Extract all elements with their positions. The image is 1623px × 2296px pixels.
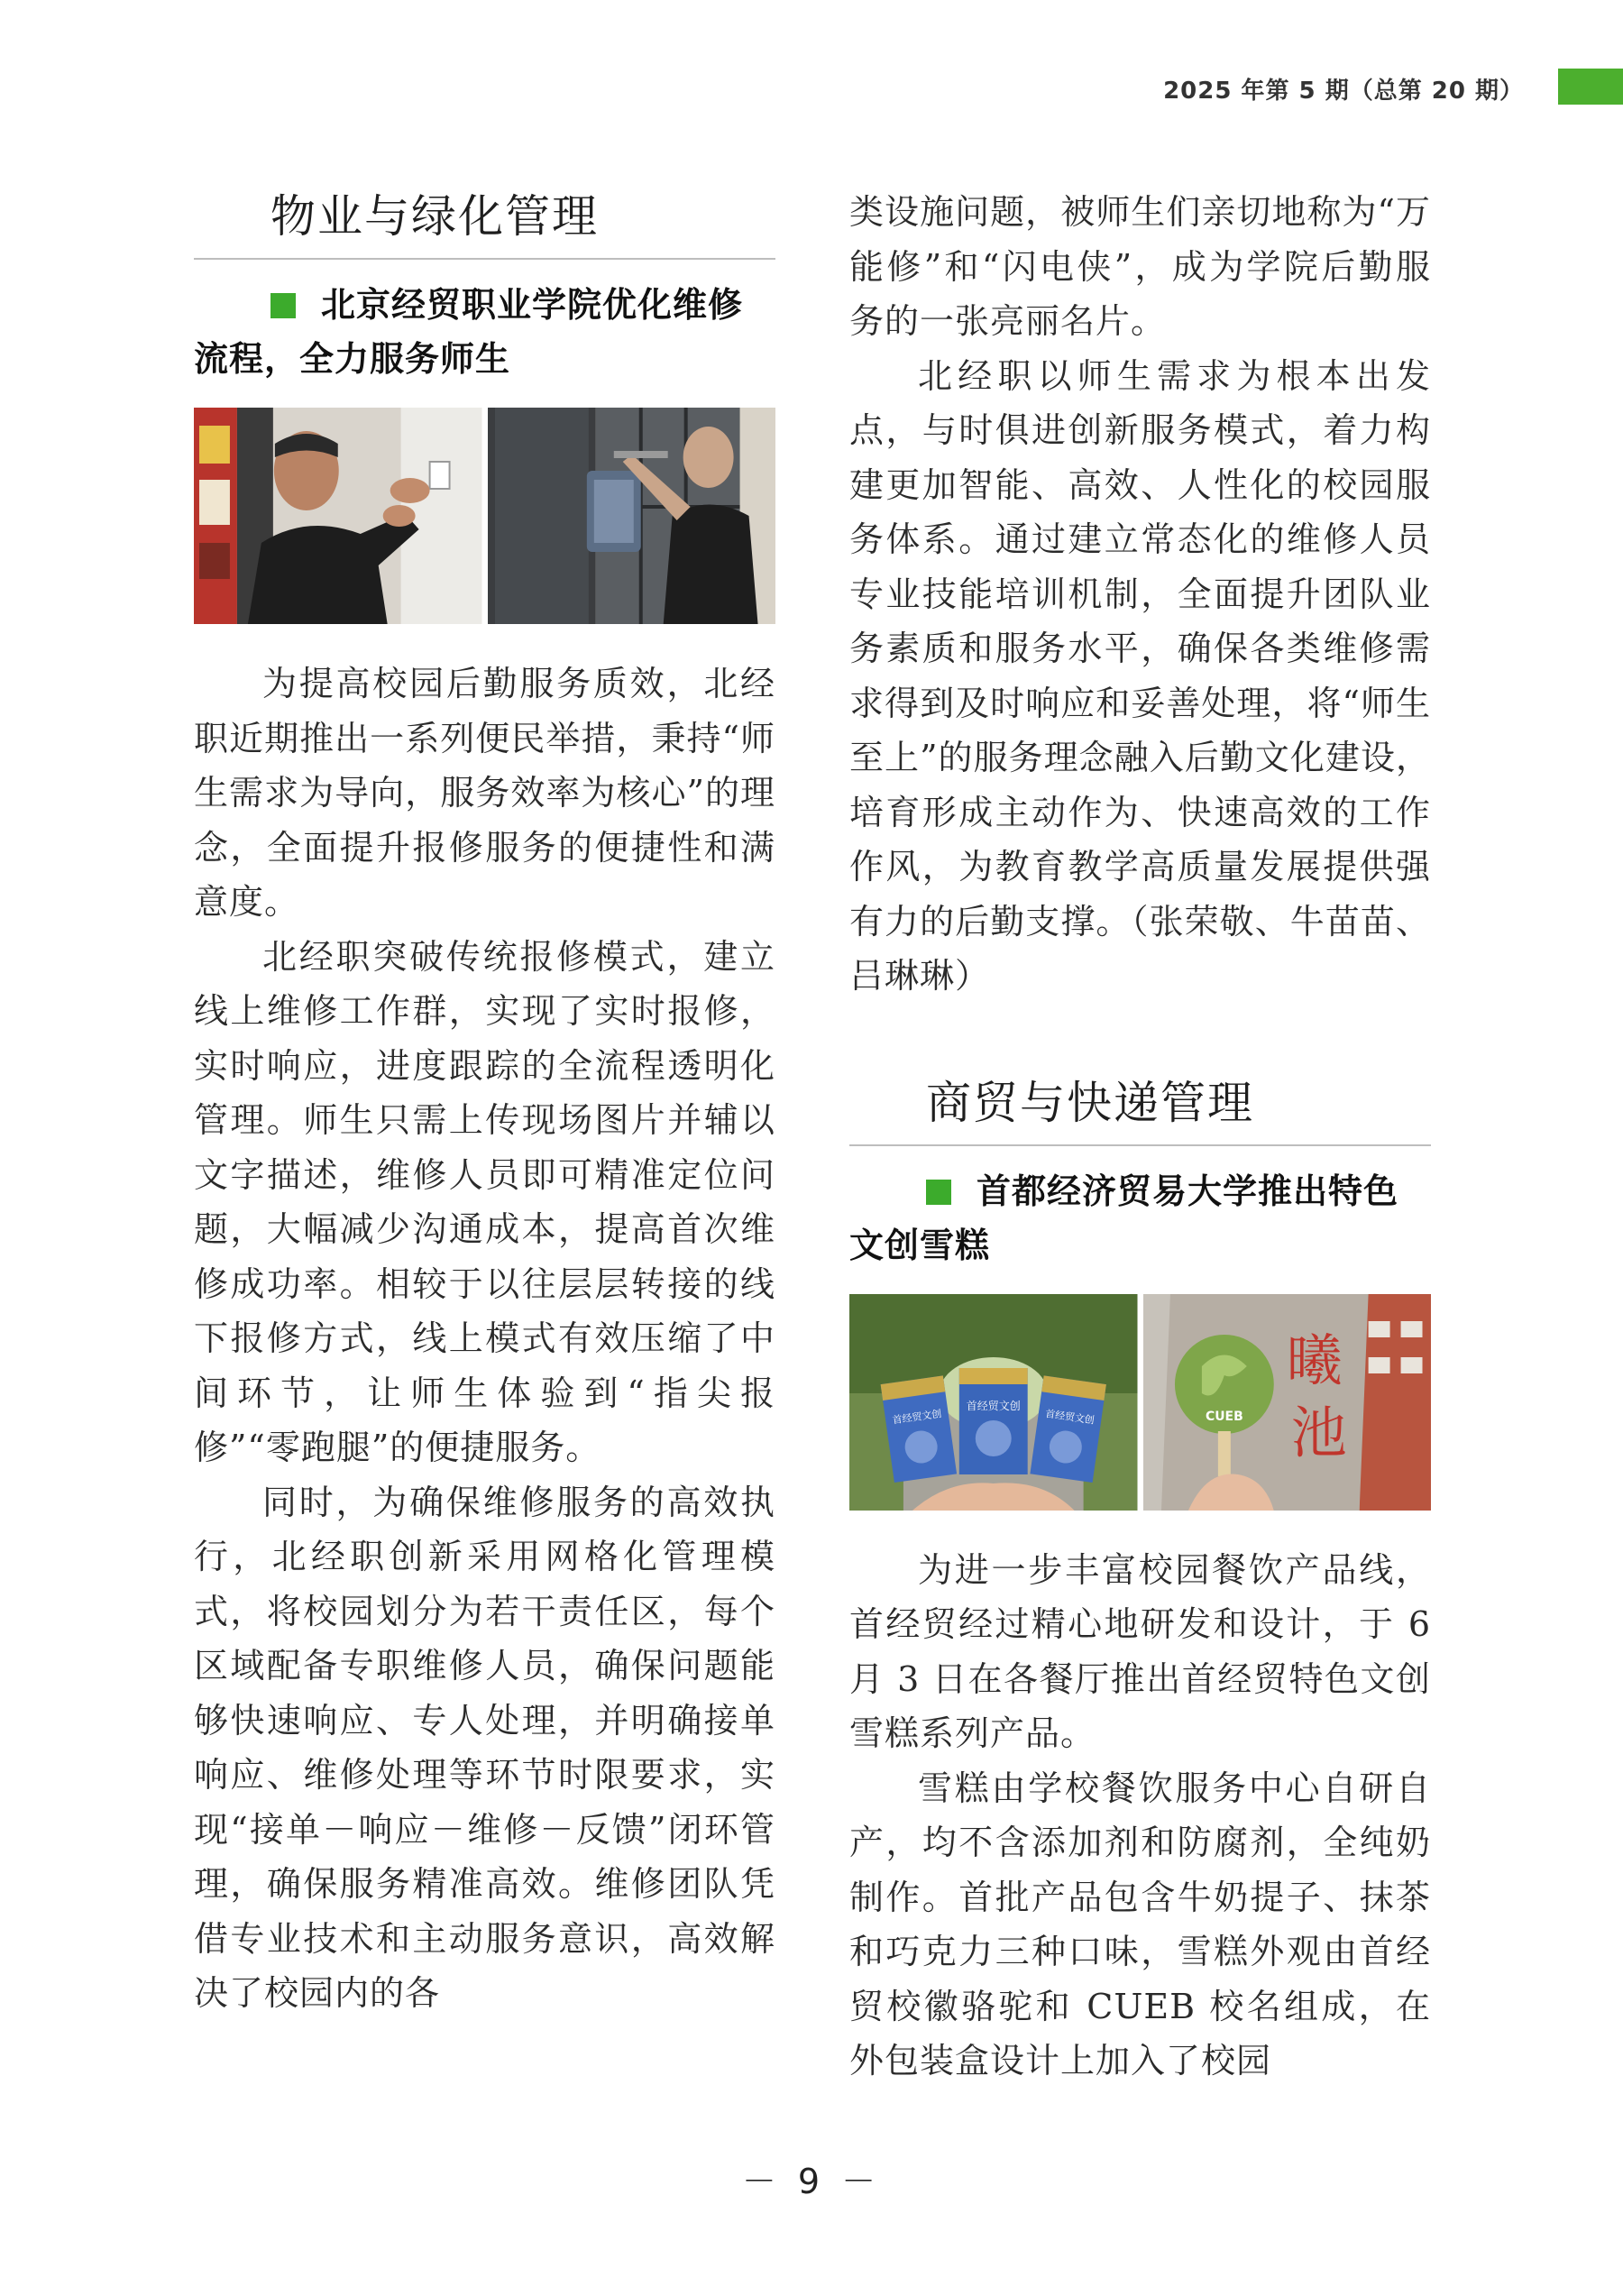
section-tab-marker [1558, 69, 1623, 105]
page-number: － 9 － [741, 2162, 882, 2201]
photo-icecream-stone [1143, 1294, 1432, 1511]
article-title-text: 北京经贸职业学院优化维修流程，全力服务师生 [194, 285, 744, 379]
article-title-text-2: 首都经济贸易大学推出特色文创雪糕 [849, 1171, 1399, 1265]
photo-repairman-door [488, 408, 776, 624]
left-paragraph-2: 北经职突破传统报修模式，建立线上维修工作群，实现了实时报修，实时响应，进度跟踪的全流程透明化管理。师生只需上传现场图片并辅以文字描述，维修人员即可精准定位问题，大幅减少沟通成本，提高首次维修成功率。相较于以往层层转接的线下报修方式，线上模式有效压缩了中间环节，让师生体验到“指尖报修”“零跑腿”的便捷服务。 [194, 936, 775, 1467]
right-continuation: 类设施问题，被师生们亲切地称为“万能修”和“闪电侠”，成为学院后勤服务的一张亮丽名片。 [849, 192, 1431, 341]
icecream-photos [849, 1294, 1431, 1511]
article-title-beijing-vocational [194, 278, 775, 386]
section-divider [194, 258, 775, 260]
photo-icecream-boxes [849, 1294, 1138, 1511]
section-divider-2 [849, 1144, 1431, 1146]
section-title-property: 物业与绿化管理 [270, 190, 599, 243]
icecream-label: CUEB [1205, 1409, 1243, 1424]
left-paragraph-3: 同时，为确保维修服务的高效执行，北经职创新采用网格化管理模式，将校园划分为若干责任区，每个区域配备专职维修人员，确保问题能够快速响应、专人处理，并明确接单响应、维修处理等环节时限要求，实现“接单－响应－维修－反馈”闭环管理，确保服务精准高效。维修团队凭借专业技术和主动服务意识，高效解决了校园内的各 [194, 1482, 775, 2013]
photo-repairman-switch [194, 408, 482, 624]
left-column [194, 180, 775, 2021]
article-title-cueb [849, 1164, 1431, 1272]
box-label-1: 首经贸文创 [891, 1407, 943, 1427]
right-paragraph-3: 为进一步丰富校园餐饮产品线，首经贸经过精心地研发和设计，于 6 月 3 日在各餐厅推出首经贸特色文创雪糕系列产品。 [849, 1549, 1431, 1753]
right-paragraph-2: 北经职以师生需求为根本出发点，与时俱进创新服务模式，着力构建更加智能、高效、人性化的校园服务体系。通过建立常态化的维修人员专业技能培训机制，全面提升团队业务素质和服务水平，确保各类维修需求得到及时响应和妥善处理，将“师生至上”的服务理念融入后勤文化建设，培育形成主动作为、快速高效的工作作风，为教育教学高质量发展提供强有力的后勤支撑。（张荣敬、牛苗苗、吕琳琳） [849, 355, 1431, 996]
green-square-bullet-icon [270, 293, 296, 318]
issue-label: 2025 年第 5 期（总第 20 期） [1163, 78, 1524, 105]
maintenance-photos [194, 408, 775, 624]
green-square-bullet-icon [926, 1180, 951, 1205]
stone-char-1: 曦 [1286, 1327, 1343, 1393]
stone-char-2: 池 [1290, 1399, 1347, 1465]
left-paragraph-1: 为提高校园后勤服务质效，北经职近期推出一系列便民举措，秉持“师生需求为导向，服务效率为核心”的理念，全面提升报修服务的便捷性和满意度。 [194, 664, 775, 922]
right-paragraph-4: 雪糕由学校餐饮服务中心自研自产，均不含添加剂和防腐剂，全纯奶制作。首批产品包含牛奶提子、抹茶和巧克力三种口味，雪糕外观由首经贸校徽骆驼和 CUEB 校名组成，在外包装盒设计上加入了校园 [849, 1768, 1431, 2080]
right-column [849, 185, 1431, 2089]
section-title-commerce: 商贸与快递管理 [926, 1076, 1254, 1129]
box-label-2: 首经贸文创 [966, 1399, 1021, 1412]
box-label-3: 首经贸文创 [1044, 1407, 1096, 1427]
